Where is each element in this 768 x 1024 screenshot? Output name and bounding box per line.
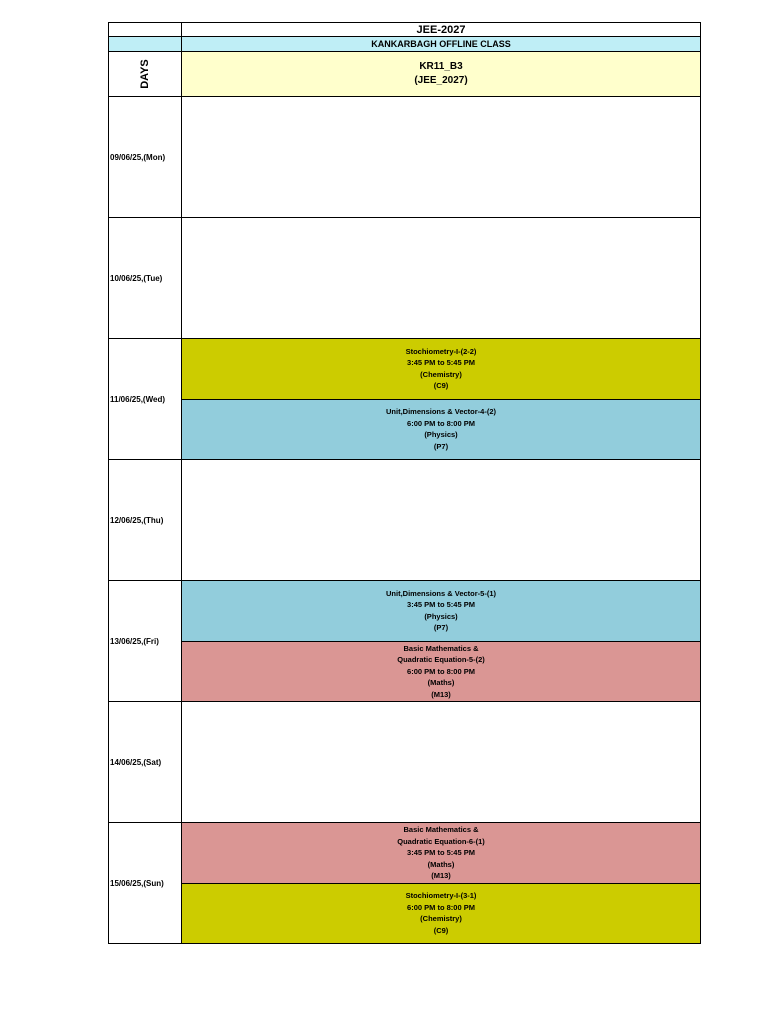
timetable-sheet — [108, 22, 701, 944]
day-schedule-cell — [182, 581, 700, 701]
class-slot-line: Quadratic Equation-6-(1) — [397, 836, 485, 846]
class-slot-line: (M13) — [431, 689, 451, 699]
day-schedule-cell — [182, 218, 700, 338]
day-schedule-cell — [182, 702, 700, 822]
title-row-blank-cell — [109, 23, 182, 36]
class-slot-line: 3:45 PM to 5:45 PM — [407, 358, 475, 368]
class-slot-line: (Chemistry) — [420, 914, 462, 924]
class-slot-line: (Physics) — [424, 430, 458, 440]
day-date: 11/06/25,(Wed) — [109, 339, 182, 459]
class-slot-line: Unit,Dimensions & Vector-5-(1) — [385, 588, 497, 598]
day-schedule-cell — [182, 339, 700, 459]
class-slot-line: (P7) — [433, 441, 449, 451]
day-date: 10/06/25,(Tue) — [109, 218, 182, 338]
class-slot-line: (C9) — [433, 381, 449, 391]
day-row — [108, 581, 701, 702]
column-header-row — [108, 52, 701, 97]
day-row — [108, 97, 701, 218]
class-slot-line: (C9) — [433, 925, 449, 935]
day-row — [108, 218, 701, 339]
day-date: 13/06/25,(Fri) — [109, 581, 182, 701]
day-date: 14/06/25,(Sat) — [109, 702, 182, 822]
day-row — [108, 702, 701, 823]
class-slot-line: (Maths) — [427, 859, 455, 869]
class-slot-line: 3:45 PM to 5:45 PM — [407, 848, 475, 857]
class-slot-line: (Maths) — [427, 678, 455, 687]
class-slot-line: 3:45 PM to 5:45 PM — [407, 600, 475, 610]
day-row — [108, 339, 701, 460]
class-slot-line: (P7) — [433, 623, 449, 633]
day-rows — [108, 97, 701, 944]
class-slot — [182, 581, 700, 641]
subtitle-row-blank-cell — [109, 37, 182, 51]
class-slot-line: Basic Mathematics & — [403, 643, 479, 653]
class-slot — [182, 883, 700, 944]
class-slot-line: 6:00 PM to 8:00 PM — [407, 666, 475, 676]
batch-exam: (JEE_2027) — [414, 75, 468, 86]
days-label: DAYS — [139, 59, 151, 89]
class-slot — [182, 399, 700, 460]
class-slot-line: Stochiometry-I-(3-1) — [405, 891, 477, 901]
days-header-cell — [109, 52, 182, 96]
day-schedule-cell — [182, 460, 700, 580]
class-slot-line: Basic Mathematics & — [403, 825, 479, 834]
subtitle-row — [108, 37, 701, 52]
day-schedule-cell — [182, 97, 700, 217]
class-slot-line: Quadratic Equation-5-(2) — [397, 655, 485, 664]
batch-header-cell — [182, 52, 700, 96]
day-date: 09/06/25,(Mon) — [109, 97, 182, 217]
class-slot-line: 6:00 PM to 8:00 PM — [407, 902, 475, 912]
day-schedule-cell — [182, 823, 700, 943]
day-date: 12/06/25,(Thu) — [109, 460, 182, 580]
class-slot-line: (M13) — [431, 871, 451, 880]
class-slot — [182, 823, 700, 883]
class-slot-line: (Physics) — [424, 611, 458, 621]
sheet-title: JEE-2027 — [416, 24, 466, 36]
day-row — [108, 460, 701, 581]
day-row — [108, 823, 701, 944]
class-slot — [182, 339, 700, 399]
class-slot-line: (Chemistry) — [420, 369, 462, 379]
title-row — [108, 22, 701, 37]
class-slot-line: Stochiometry-I-(2-2) — [405, 346, 477, 356]
class-slot-line: Unit,Dimensions & Vector-4-(2) — [385, 407, 497, 417]
class-slot — [182, 641, 700, 702]
sheet-subtitle: KANKARBAGH OFFLINE CLASS — [182, 37, 700, 51]
class-slot-line: 6:00 PM to 8:00 PM — [407, 418, 475, 428]
day-date: 15/06/25,(Sun) — [109, 823, 182, 943]
batch-code: KR11_B3 — [419, 61, 463, 72]
